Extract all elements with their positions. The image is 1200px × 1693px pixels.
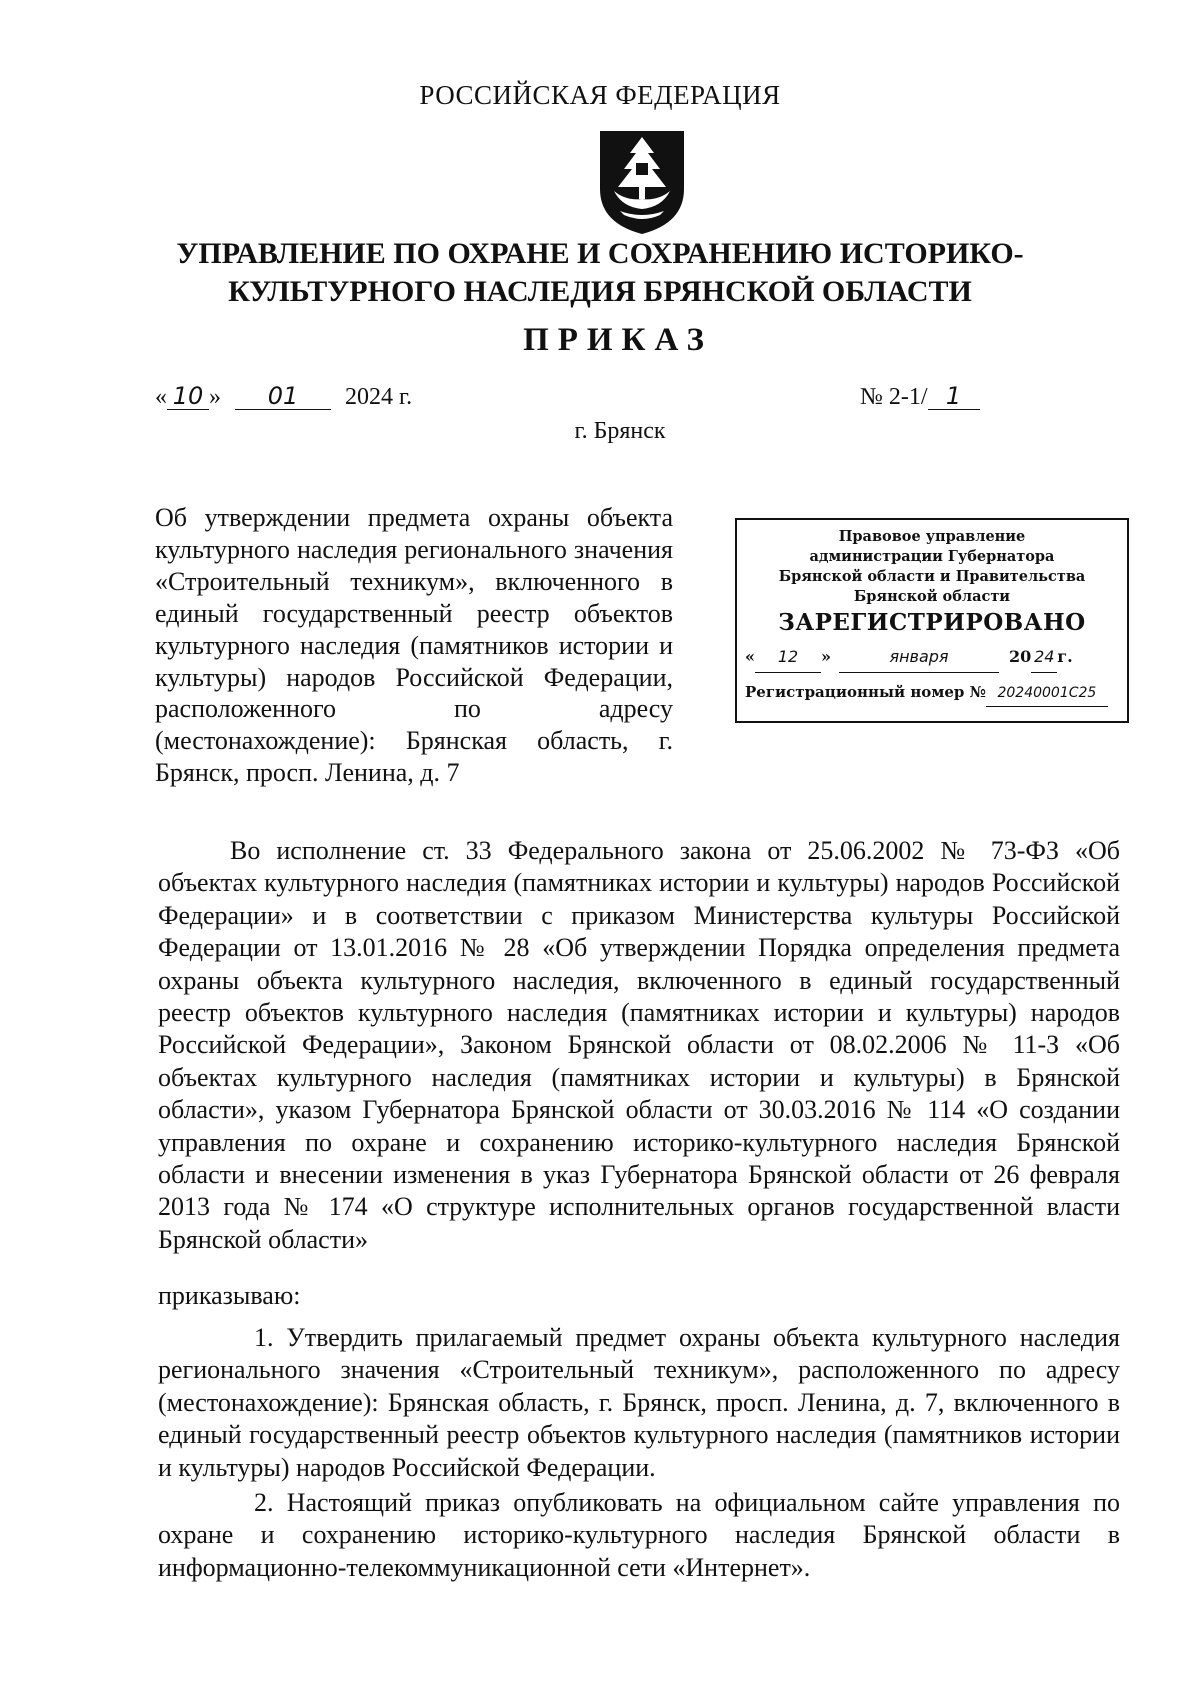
order-word: приказываю:: [158, 1281, 301, 1310]
stamp-registered: ЗАРЕГИСТРИРОВАНО: [778, 609, 1086, 636]
number-value: 1: [928, 383, 980, 410]
organization-name: УПРАВЛЕНИЕ ПО ОХРАНЕ И СОХРАНЕНИЮ ИСТОРИКО-КУЛЬТУРНОГО НАСЛЕДИЯ БРЯНСКОЙ ОБЛАСТИ: [176, 237, 1024, 308]
stamp-date-open: «: [745, 647, 755, 666]
stamp-line-1: Правовое управление: [838, 528, 1026, 545]
order-subject: Об утверждении предмета охраны объекта культурного наследия регионального значения «Строительный техникум», включенного в единый государственный реестр объектов культурного наследия (памятников истории и культуры) народов Российской Федерации, расположенного по адресу (местонахождение): Брянская область, г. Брянск, просп. Ленина, д. 7: [155, 503, 673, 788]
document-type-title: ПРИКАЗ: [523, 322, 713, 358]
date-day: 10: [167, 383, 209, 410]
order-item-2: 2. Настоящий приказ опубликовать на официальном сайте управления по охране и сохранению историко-культурного наследия Брянской области в информационно-телекоммуникационной сети «Интернет».: [158, 1488, 1120, 1582]
stamp-reg-number: [745, 679, 1119, 707]
country-header: РОССИЙСКАЯ ФЕДЕРАЦИЯ: [419, 80, 781, 110]
date-close-quote: »: [209, 384, 221, 410]
date-month: 01: [235, 383, 331, 410]
preamble-paragraph: Во исполнение ст. 33 Федерального закона от 25.06.2002 № 73-ФЗ «Об объектах культурного наследия (памятниках истории и культуры) народов Российской Федерации» и в соответствии с приказом Министерства культуры Российской Федерации от 13.01.2016 № 28 «Об утверждении Порядка определения предмета охраны объекта культурного наследия, включенного в единый государственный реестр объектов культурного наследия (памятниках истории и культуры) народов Российской Федерации», Законом Брянской области от 08.02.2006 № 11-З «Об объектах культурного наследия (памятниках истории и культуры) в Брянской области», указом Губернатора Брянской области от 30.03.2016 № 114 «О создании управления по охране и сохранению историко-культурного наследия Брянской области и внесении изменения в указ Губернатора Брянской области от 26 февраля 2013 года № 174 «О структуре исполнительных органов государственной власти Брянской области»: [158, 836, 1120, 1254]
order-item-1: 1. Утвердить прилагаемый предмет охраны объекта культурного наследия регионального значения «Строительный техникум», расположенного по адресу (местонахождение): Брянская область, г. Брянск, просп. Ленина, д. 7, включенного в единый государственный реестр объектов культурного наследия (памятников истории и культуры) народов Российской Федерации.: [158, 1323, 1120, 1482]
stamp-line-4: Брянской области: [853, 588, 1011, 605]
stamp-year-suffix: 24: [1031, 642, 1057, 673]
bryansk-coat-of-arms-icon: [596, 127, 688, 237]
stamp-day: 12: [755, 642, 821, 673]
city: г. Брянск: [574, 418, 666, 444]
stamp-month: января: [839, 642, 999, 673]
registration-stamp: [735, 518, 1129, 723]
stamp-line-3: Брянской области и Правительства: [778, 568, 1086, 585]
stamp-line-2: администрации Губернатора: [809, 548, 1055, 565]
stamp-year-end: г.: [1057, 647, 1073, 666]
stamp-date-mid: »: [821, 647, 831, 666]
stamp-date: [745, 642, 1119, 673]
date-open-quote: «: [155, 384, 167, 410]
order-number: [860, 383, 980, 411]
date-year: 2024 г.: [345, 384, 413, 410]
order-date: [155, 383, 412, 411]
stamp-reg-value: 20240001С25: [986, 680, 1108, 707]
stamp-reg-label: Регистрационный номер №: [745, 683, 986, 701]
stamp-year-prefix: 20: [1009, 647, 1032, 666]
number-prefix: № 2-1/: [860, 384, 928, 410]
